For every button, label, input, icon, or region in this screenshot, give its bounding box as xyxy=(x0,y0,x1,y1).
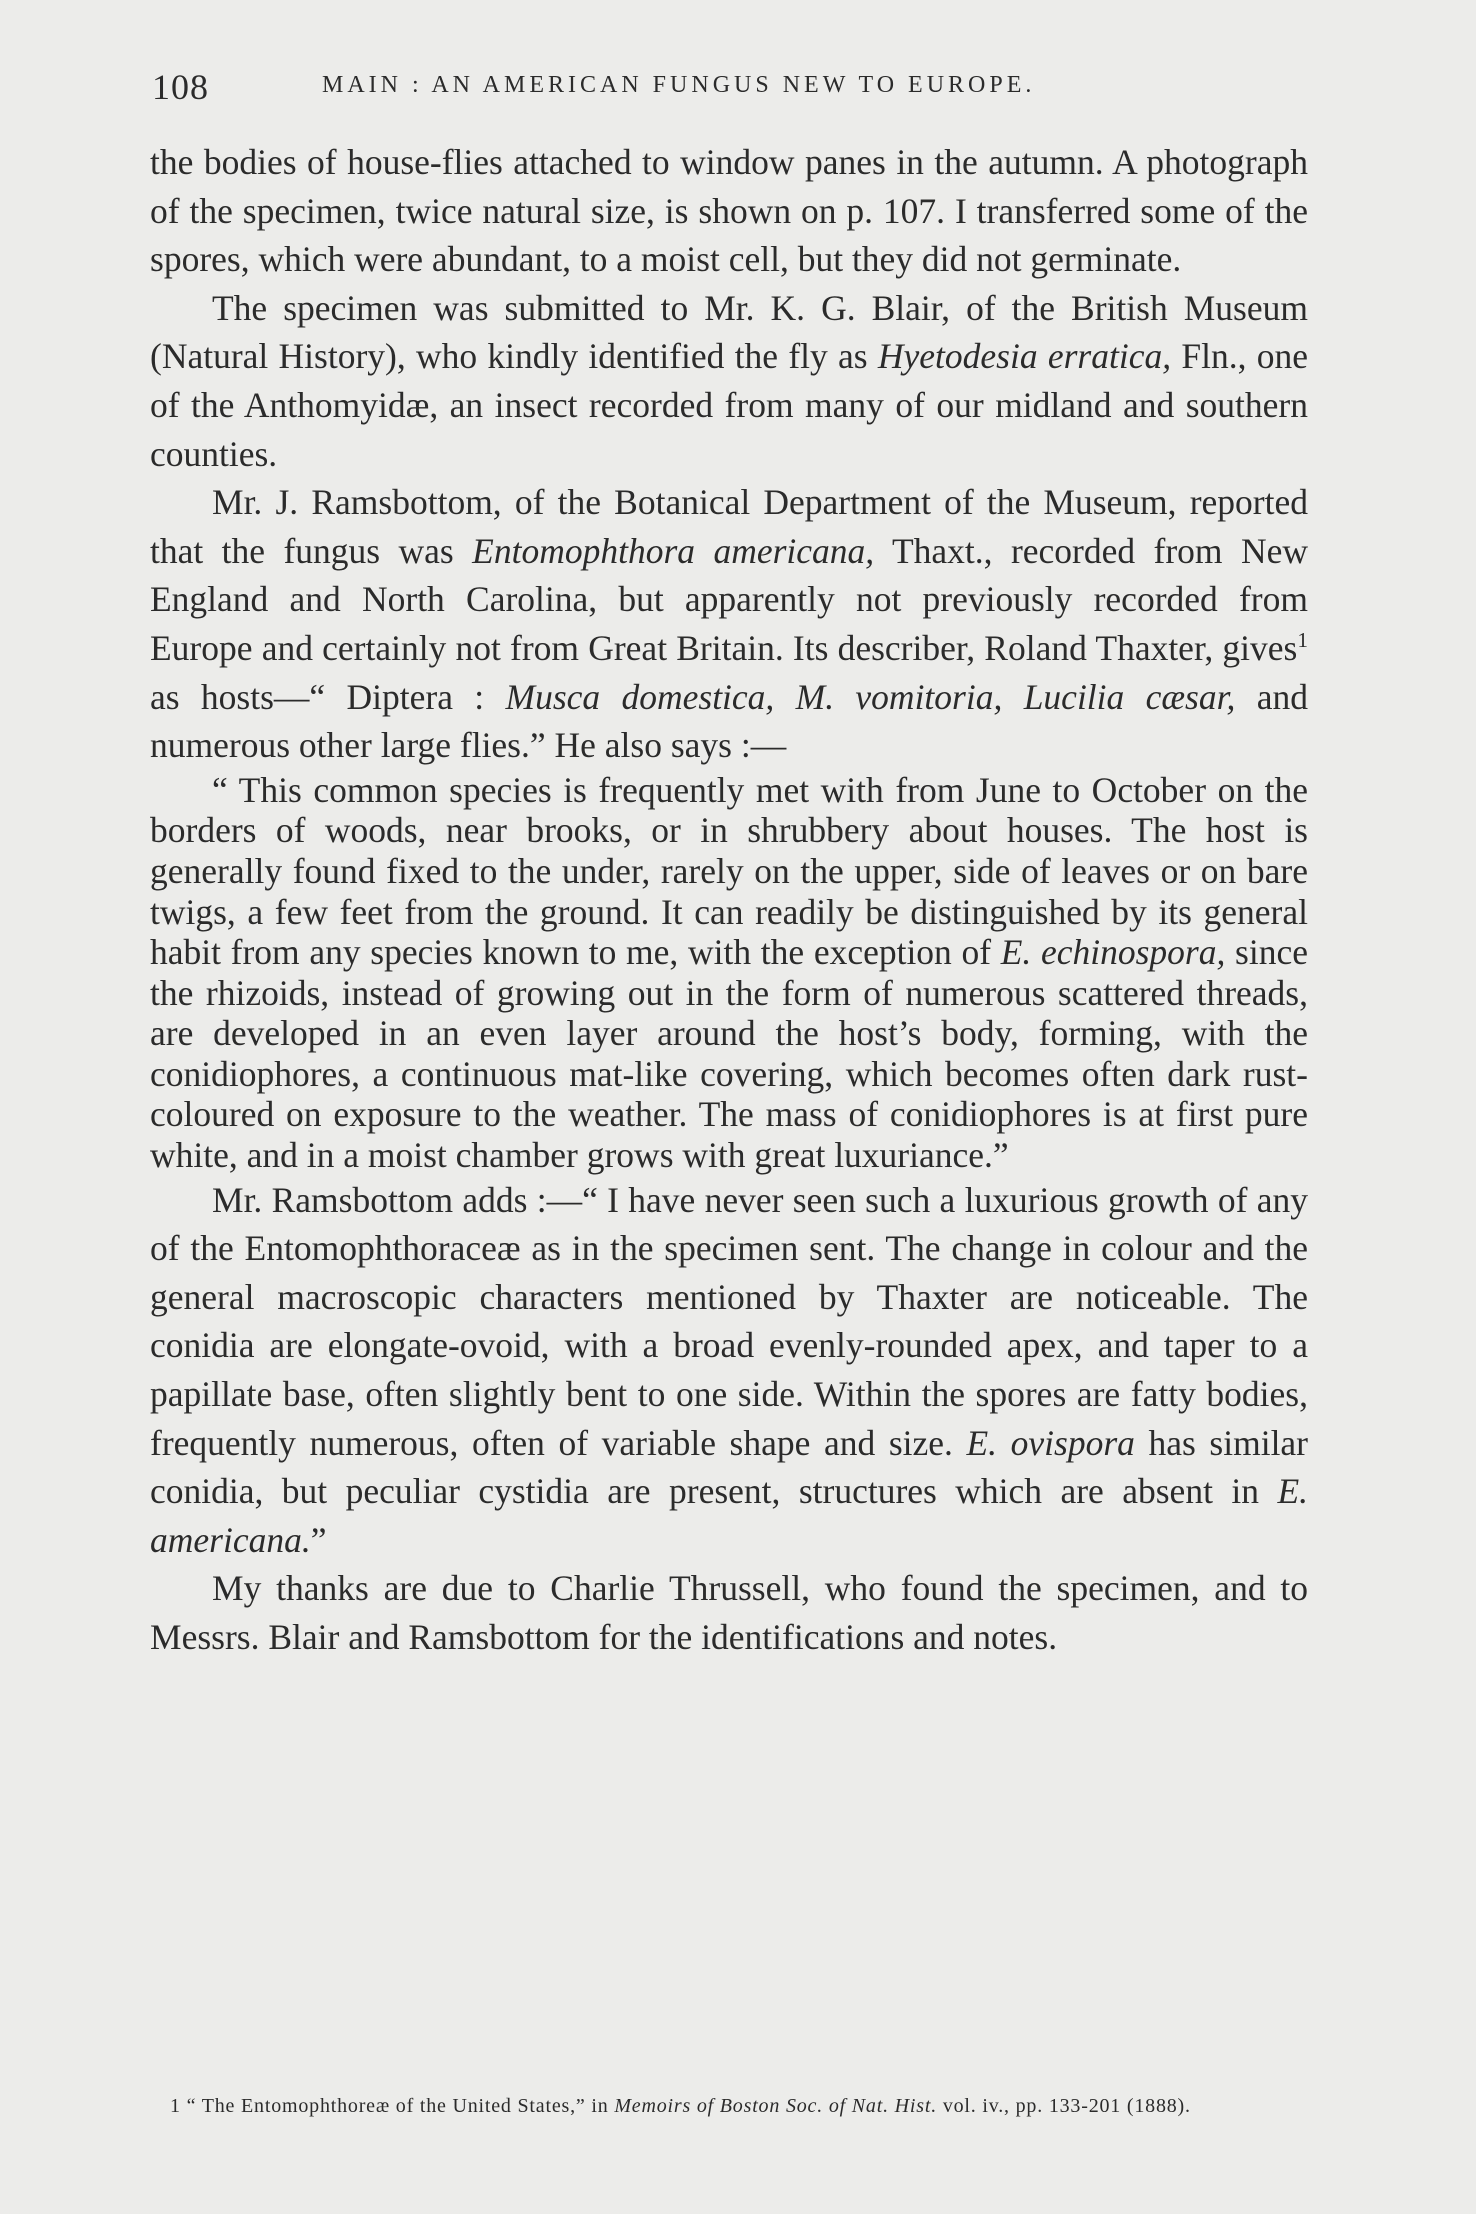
footnote xyxy=(150,2092,1310,2120)
fly-species-name: Hyetodesia erratica, xyxy=(877,336,1172,377)
page-header xyxy=(152,66,1312,116)
footnote-text-b: vol. iv., pp. 133-201 (1888). xyxy=(937,2095,1191,2117)
paragraph-4-text-c: ” xyxy=(310,1519,327,1560)
americana-species-name: E. americana. xyxy=(150,1471,1308,1560)
paragraph-3 xyxy=(150,478,1308,770)
paragraph-2-text-b: Fln., one of the Anthomyidæ, an insect recorded from many of our midland and southern counties. xyxy=(150,336,1308,474)
paragraph-2 xyxy=(150,284,1308,478)
footnote-reference: 1 xyxy=(1297,628,1308,653)
paragraph-5-text: My thanks are due to Charlie Thrussell, who found the specimen, and to Messrs. Blair and Ramsbottom for the identifications and notes. xyxy=(150,1568,1308,1657)
paragraph-3-text-a: Mr. J. Ramsbottom, of the Botanical Department of the Museum, reported that the fungus was xyxy=(150,482,1308,571)
quote-text-a: “ This common species is frequently met with from June to October on the borders of woods, near brooks, or in shrubbery about houses. The host is generally found fixed to the under, rarely on the upper, side of leaves or on bare twigs, a few feet from the ground. It can readily be distinguished by its general habit from any species known to me, with the exception of xyxy=(150,769,1308,973)
footnote-text-a: “ The Entomophthoreæ of the United States,” in xyxy=(180,2095,615,2117)
host-species-names: Musca domestica, M. vomitoria, Lucilia cæsar, xyxy=(505,676,1236,717)
footnote-text xyxy=(150,2092,1310,2120)
paragraph-3-text-b: Thaxt., recorded from New England and North Carolina, but apparently not previously recorded from Europe and certainly not from Great Britain. Its describer, Roland Thaxter, gives xyxy=(150,530,1308,668)
running-head: MAIN : AN AMERICAN FUNGUS NEW TO EUROPE. xyxy=(322,72,1036,98)
footnote-journal: Memoirs of Boston Soc. of Nat. Hist. xyxy=(614,2095,938,2117)
thaxter-quote xyxy=(150,770,1308,1176)
paragraph-5 xyxy=(150,1564,1308,1661)
paragraph-1 xyxy=(150,138,1308,284)
paragraph-2-text-a: The specimen was submitted to Mr. K. G. Blair, of the British Museum (Natural History), who kindly identified the fly as xyxy=(150,287,1308,377)
paragraph-3-text-c: as hosts—“ Diptera : xyxy=(150,676,506,717)
quote-text-b: since the rhizoids, instead of growing out in the form of numerous scattered threads, are developed in an even layer around the host’s body, forming, with the conidiophores, a continuous mat-like covering, which becomes often dark rust-coloured on exposure to the weather. The mass of conidiophores is at first pure white, and in a moist chamber grows with great luxuriance.” xyxy=(150,932,1308,1176)
ovispora-species-name: E. ovispora xyxy=(966,1422,1135,1463)
paragraph-1-text: the bodies of house-flies attached to window panes in the autumn. A photograph of the specimen, twice natural size, is shown on p. 107. I transferred some of the spores, which were abundant, to a moist cell, but they did not germinate. xyxy=(150,142,1308,280)
paragraph-3-text-d: and numerous other large flies.” He also says :— xyxy=(150,676,1308,766)
footnote-marker: 1 xyxy=(170,2095,181,2117)
paragraph-4-text-b: has similar conidia, but peculiar cystidia are present, structures which are absent in xyxy=(150,1422,1309,1512)
fungus-species-name: Entomophthora americana, xyxy=(472,530,875,571)
body-text xyxy=(150,138,1308,1662)
paragraph-4-text-a: Mr. Ramsbottom adds :—“ I have never seen such a luxurious growth of any of the Entomophthoraceæ as in the specimen sent. The change in colour and the general macroscopic characters mentioned by Thaxter are noticeable. The conidia are elongate-ovoid, with a broad evenly-rounded apex, and taper to a papillate base, often slightly bent to one side. Within the spores are fatty bodies, frequently numerous, often of variable shape and size. xyxy=(150,1179,1308,1463)
page-number: 108 xyxy=(152,67,209,107)
quote-species-name: E. echinospora, xyxy=(1000,932,1226,973)
paragraph-4 xyxy=(150,1176,1308,1565)
